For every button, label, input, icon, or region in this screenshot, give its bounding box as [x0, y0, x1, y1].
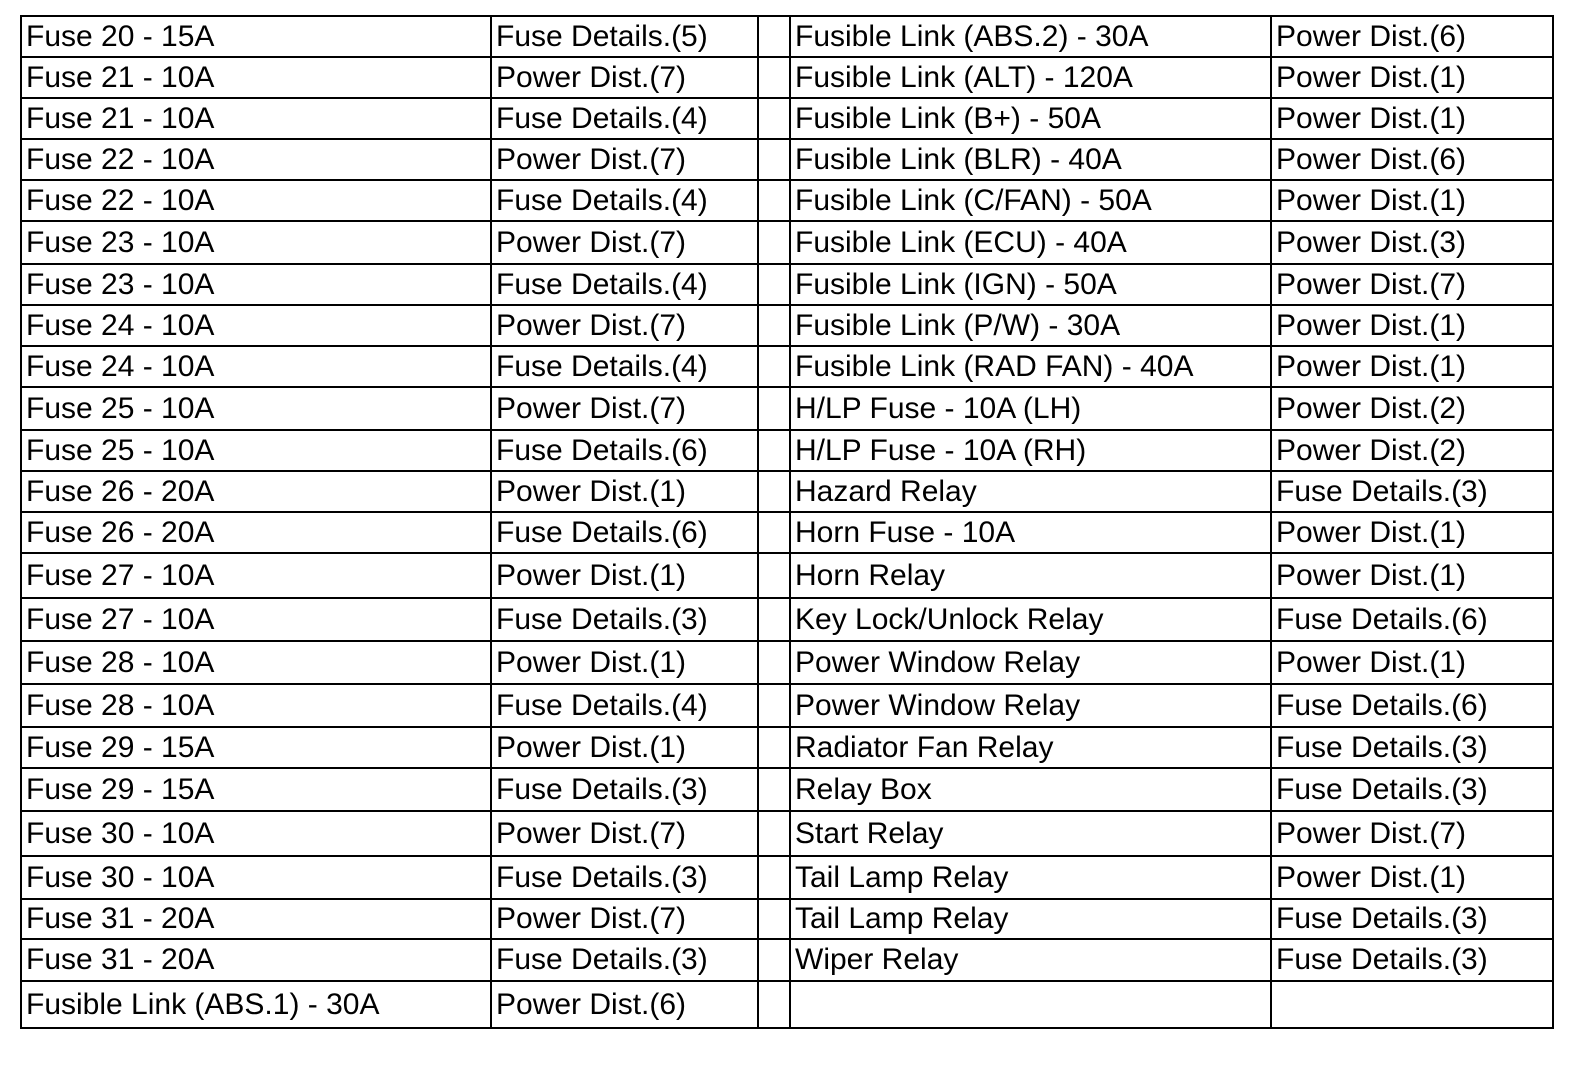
right-location-cell: Fuse Details.(6)	[1271, 684, 1553, 727]
right-location-cell: Power Dist.(6)	[1271, 139, 1553, 180]
right-location-cell: Power Dist.(7)	[1271, 264, 1553, 305]
right-location-cell: Power Dist.(1)	[1271, 57, 1553, 98]
right-component-cell: Fusible Link (ABS.2) - 30A	[790, 16, 1271, 57]
table-row	[21, 512, 1553, 553]
right-location-cell: Power Dist.(1)	[1271, 512, 1553, 553]
right-location-cell: Power Dist.(1)	[1271, 856, 1553, 899]
left-location-cell: Power Dist.(6)	[491, 981, 758, 1028]
right-location-cell: Power Dist.(2)	[1271, 430, 1553, 471]
table-row	[21, 811, 1553, 856]
right-location-cell: Power Dist.(1)	[1271, 180, 1553, 221]
table-row	[21, 768, 1553, 811]
left-component-cell: Fuse 31 - 20A	[21, 899, 491, 939]
left-location-cell: Power Dist.(7)	[491, 899, 758, 939]
column-divider-cell	[758, 981, 790, 1028]
column-divider-cell	[758, 512, 790, 553]
right-location-cell: Fuse Details.(3)	[1271, 899, 1553, 939]
right-component-cell: Radiator Fan Relay	[790, 727, 1271, 768]
right-location-cell: Fuse Details.(3)	[1271, 727, 1553, 768]
left-component-cell: Fuse 21 - 10A	[21, 98, 491, 139]
right-component-cell: Relay Box	[790, 768, 1271, 811]
table-row	[21, 98, 1553, 139]
right-component-cell: H/LP Fuse - 10A (LH)	[790, 387, 1271, 430]
right-component-cell: Tail Lamp Relay	[790, 899, 1271, 939]
right-component-cell: Wiper Relay	[790, 939, 1271, 981]
left-component-cell: Fuse 25 - 10A	[21, 387, 491, 430]
right-location-cell: Power Dist.(7)	[1271, 811, 1553, 856]
right-location-cell: Power Dist.(1)	[1271, 346, 1553, 387]
column-divider-cell	[758, 387, 790, 430]
column-divider-cell	[758, 641, 790, 684]
left-location-cell: Power Dist.(7)	[491, 387, 758, 430]
left-component-cell: Fuse 25 - 10A	[21, 430, 491, 471]
right-component-cell: Fusible Link (ALT) - 120A	[790, 57, 1271, 98]
left-component-cell: Fuse 27 - 10A	[21, 598, 491, 641]
column-divider-cell	[758, 57, 790, 98]
column-divider-cell	[758, 221, 790, 264]
right-location-cell: Power Dist.(1)	[1271, 98, 1553, 139]
column-divider-cell	[758, 727, 790, 768]
right-component-cell: Fusible Link (P/W) - 30A	[790, 305, 1271, 346]
table-row	[21, 939, 1553, 981]
left-component-cell: Fuse 29 - 15A	[21, 768, 491, 811]
right-component-cell: Power Window Relay	[790, 684, 1271, 727]
left-component-cell: Fuse 20 - 15A	[21, 16, 491, 57]
left-location-cell: Power Dist.(7)	[491, 57, 758, 98]
right-location-cell	[1271, 981, 1553, 1028]
column-divider-cell	[758, 264, 790, 305]
column-divider-cell	[758, 16, 790, 57]
right-component-cell: Tail Lamp Relay	[790, 856, 1271, 899]
right-location-cell: Power Dist.(6)	[1271, 16, 1553, 57]
table-row	[21, 553, 1553, 598]
table-row	[21, 641, 1553, 684]
left-component-cell: Fuse 22 - 10A	[21, 180, 491, 221]
table-row	[21, 16, 1553, 57]
left-location-cell: Power Dist.(1)	[491, 641, 758, 684]
right-location-cell: Fuse Details.(3)	[1271, 471, 1553, 512]
left-component-cell: Fuse 22 - 10A	[21, 139, 491, 180]
column-divider-cell	[758, 856, 790, 899]
table-row	[21, 57, 1553, 98]
left-component-cell: Fuse 24 - 10A	[21, 305, 491, 346]
left-location-cell: Fuse Details.(4)	[491, 180, 758, 221]
column-divider-cell	[758, 471, 790, 512]
column-divider-cell	[758, 598, 790, 641]
column-divider-cell	[758, 139, 790, 180]
table-row	[21, 981, 1553, 1028]
left-location-cell: Power Dist.(7)	[491, 221, 758, 264]
left-component-cell: Fuse 27 - 10A	[21, 553, 491, 598]
left-location-cell: Fuse Details.(4)	[491, 264, 758, 305]
right-component-cell: Fusible Link (RAD FAN) - 40A	[790, 346, 1271, 387]
right-location-cell: Power Dist.(2)	[1271, 387, 1553, 430]
left-component-cell: Fusible Link (ABS.1) - 30A	[21, 981, 491, 1028]
left-component-cell: Fuse 30 - 10A	[21, 811, 491, 856]
table-row	[21, 430, 1553, 471]
left-component-cell: Fuse 26 - 20A	[21, 512, 491, 553]
table-row	[21, 471, 1553, 512]
right-component-cell: Fusible Link (ECU) - 40A	[790, 221, 1271, 264]
column-divider-cell	[758, 811, 790, 856]
right-component-cell: Fusible Link (BLR) - 40A	[790, 139, 1271, 180]
table-row	[21, 899, 1553, 939]
right-location-cell: Fuse Details.(3)	[1271, 939, 1553, 981]
left-location-cell: Fuse Details.(4)	[491, 346, 758, 387]
left-location-cell: Fuse Details.(5)	[491, 16, 758, 57]
column-divider-cell	[758, 98, 790, 139]
right-component-cell: Fusible Link (C/FAN) - 50A	[790, 180, 1271, 221]
column-divider-cell	[758, 939, 790, 981]
left-location-cell: Power Dist.(7)	[491, 139, 758, 180]
column-divider-cell	[758, 553, 790, 598]
left-component-cell: Fuse 23 - 10A	[21, 221, 491, 264]
right-component-cell: Hazard Relay	[790, 471, 1271, 512]
left-component-cell: Fuse 28 - 10A	[21, 684, 491, 727]
table-row	[21, 221, 1553, 264]
left-location-cell: Fuse Details.(3)	[491, 856, 758, 899]
table-row	[21, 264, 1553, 305]
left-location-cell: Fuse Details.(3)	[491, 768, 758, 811]
right-component-cell: Fusible Link (IGN) - 50A	[790, 264, 1271, 305]
column-divider-cell	[758, 180, 790, 221]
table-row	[21, 180, 1553, 221]
left-component-cell: Fuse 31 - 20A	[21, 939, 491, 981]
column-divider-cell	[758, 684, 790, 727]
left-component-cell: Fuse 23 - 10A	[21, 264, 491, 305]
table-row	[21, 684, 1553, 727]
left-location-cell: Fuse Details.(4)	[491, 98, 758, 139]
left-location-cell: Fuse Details.(6)	[491, 512, 758, 553]
right-component-cell: Horn Fuse - 10A	[790, 512, 1271, 553]
right-component-cell: Start Relay	[790, 811, 1271, 856]
right-component-cell: Key Lock/Unlock Relay	[790, 598, 1271, 641]
table-row	[21, 598, 1553, 641]
left-component-cell: Fuse 26 - 20A	[21, 471, 491, 512]
table-row	[21, 387, 1553, 430]
right-location-cell: Power Dist.(1)	[1271, 641, 1553, 684]
left-location-cell: Power Dist.(1)	[491, 553, 758, 598]
column-divider-cell	[758, 768, 790, 811]
left-location-cell: Fuse Details.(6)	[491, 430, 758, 471]
right-component-cell	[790, 981, 1271, 1028]
left-location-cell: Fuse Details.(3)	[491, 598, 758, 641]
left-component-cell: Fuse 30 - 10A	[21, 856, 491, 899]
table-row	[21, 305, 1553, 346]
left-component-cell: Fuse 28 - 10A	[21, 641, 491, 684]
left-location-cell: Power Dist.(1)	[491, 727, 758, 768]
left-location-cell: Power Dist.(7)	[491, 811, 758, 856]
component-index-body	[21, 16, 1553, 1028]
column-divider-cell	[758, 899, 790, 939]
table-row	[21, 856, 1553, 899]
right-location-cell: Power Dist.(1)	[1271, 305, 1553, 346]
left-location-cell: Fuse Details.(4)	[491, 684, 758, 727]
right-component-cell: H/LP Fuse - 10A (RH)	[790, 430, 1271, 471]
left-location-cell: Power Dist.(7)	[491, 305, 758, 346]
column-divider-cell	[758, 305, 790, 346]
column-divider-cell	[758, 430, 790, 471]
left-location-cell: Power Dist.(1)	[491, 471, 758, 512]
table-row	[21, 346, 1553, 387]
component-index-table	[20, 15, 1554, 1029]
left-component-cell: Fuse 24 - 10A	[21, 346, 491, 387]
right-location-cell: Fuse Details.(6)	[1271, 598, 1553, 641]
left-component-cell: Fuse 29 - 15A	[21, 727, 491, 768]
right-component-cell: Horn Relay	[790, 553, 1271, 598]
right-location-cell: Power Dist.(3)	[1271, 221, 1553, 264]
table-row	[21, 727, 1553, 768]
right-component-cell: Fusible Link (B+) - 50A	[790, 98, 1271, 139]
left-component-cell: Fuse 21 - 10A	[21, 57, 491, 98]
left-location-cell: Fuse Details.(3)	[491, 939, 758, 981]
right-component-cell: Power Window Relay	[790, 641, 1271, 684]
right-location-cell: Power Dist.(1)	[1271, 553, 1553, 598]
right-location-cell: Fuse Details.(3)	[1271, 768, 1553, 811]
table-row	[21, 139, 1553, 180]
column-divider-cell	[758, 346, 790, 387]
